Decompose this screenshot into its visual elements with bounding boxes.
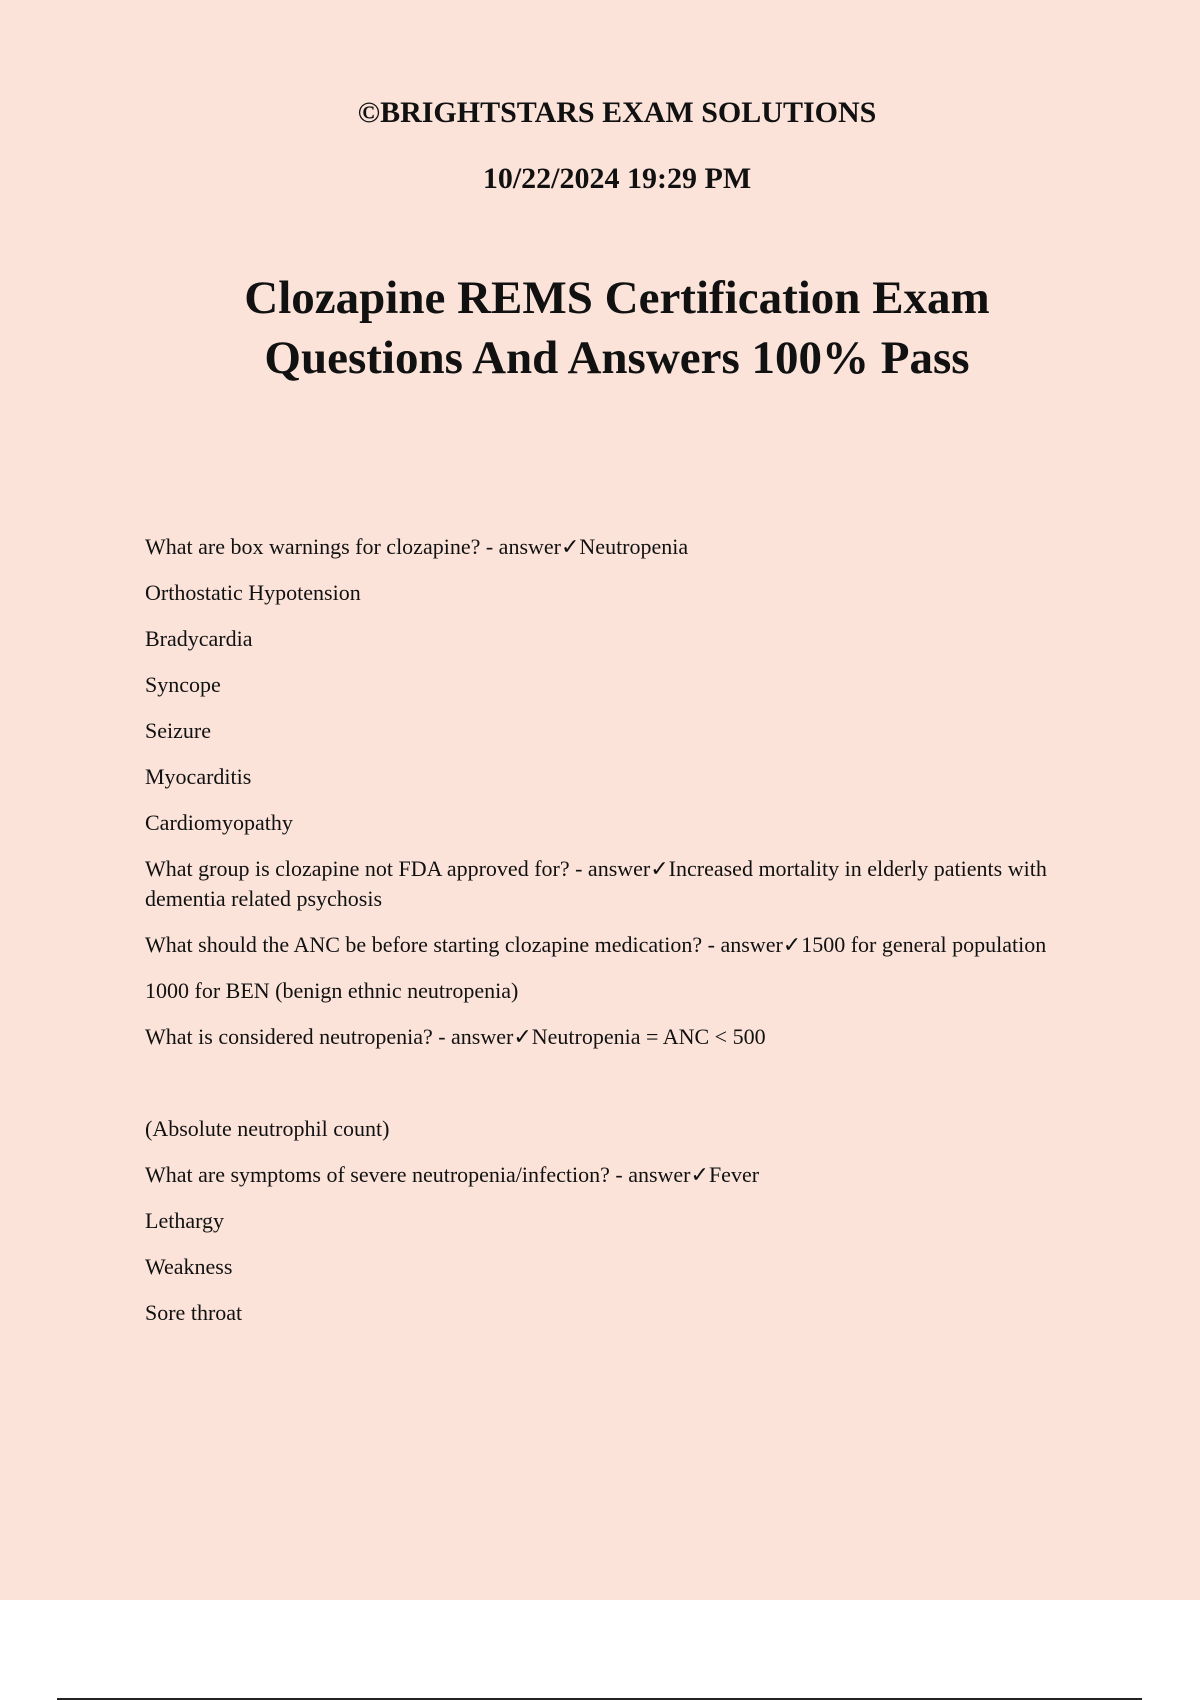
answer-item: Syncope — [145, 672, 221, 697]
company-header: ©BRIGHTSTARS EXAM SOLUTIONS — [357, 96, 877, 129]
question-anc-start: What should the ANC be before starting clozapine medication? - answer✓1500 for general population — [145, 932, 1047, 957]
question-neutropenia: What is considered neutropenia? - answer✓Neutropenia = ANC < 500 — [145, 1024, 766, 1049]
question-box-warnings: What are box warnings for clozapine? - answer✓Neutropenia — [145, 534, 689, 559]
answer-item: Seizure — [145, 718, 211, 743]
timestamp-header: 10/22/2024 19:29 PM — [482, 162, 752, 195]
document-title — [0, 268, 1200, 388]
answer-item: Weakness — [145, 1254, 233, 1279]
page-gap — [0, 1600, 1200, 1700]
answer-item: Orthostatic Hypotension — [145, 580, 361, 605]
qa-content — [145, 532, 1095, 1344]
answer-item: (Absolute neutrophil count) — [145, 1116, 390, 1141]
blank-line — [145, 1068, 1095, 1114]
answer-item: 1000 for BEN (benign ethnic neutropenia) — [145, 978, 519, 1003]
title-line-1: Clozapine REMS Certification Exam — [244, 272, 990, 324]
answer-item: Lethargy — [145, 1208, 225, 1233]
answer-item: Sore throat — [145, 1300, 243, 1325]
title-line-2: Questions And Answers 100% Pass — [264, 332, 970, 384]
answer-item: Bradycardia — [145, 626, 253, 651]
question-fda-group: What group is clozapine not FDA approved for? - answer✓Increased mortality in elderly patients with dementia related psychosis — [145, 856, 1047, 911]
answer-item: Cardiomyopathy — [145, 810, 293, 835]
answer-item: Myocarditis — [145, 764, 252, 789]
question-symptoms: What are symptoms of severe neutropenia/infection? - answer✓Fever — [145, 1162, 760, 1187]
